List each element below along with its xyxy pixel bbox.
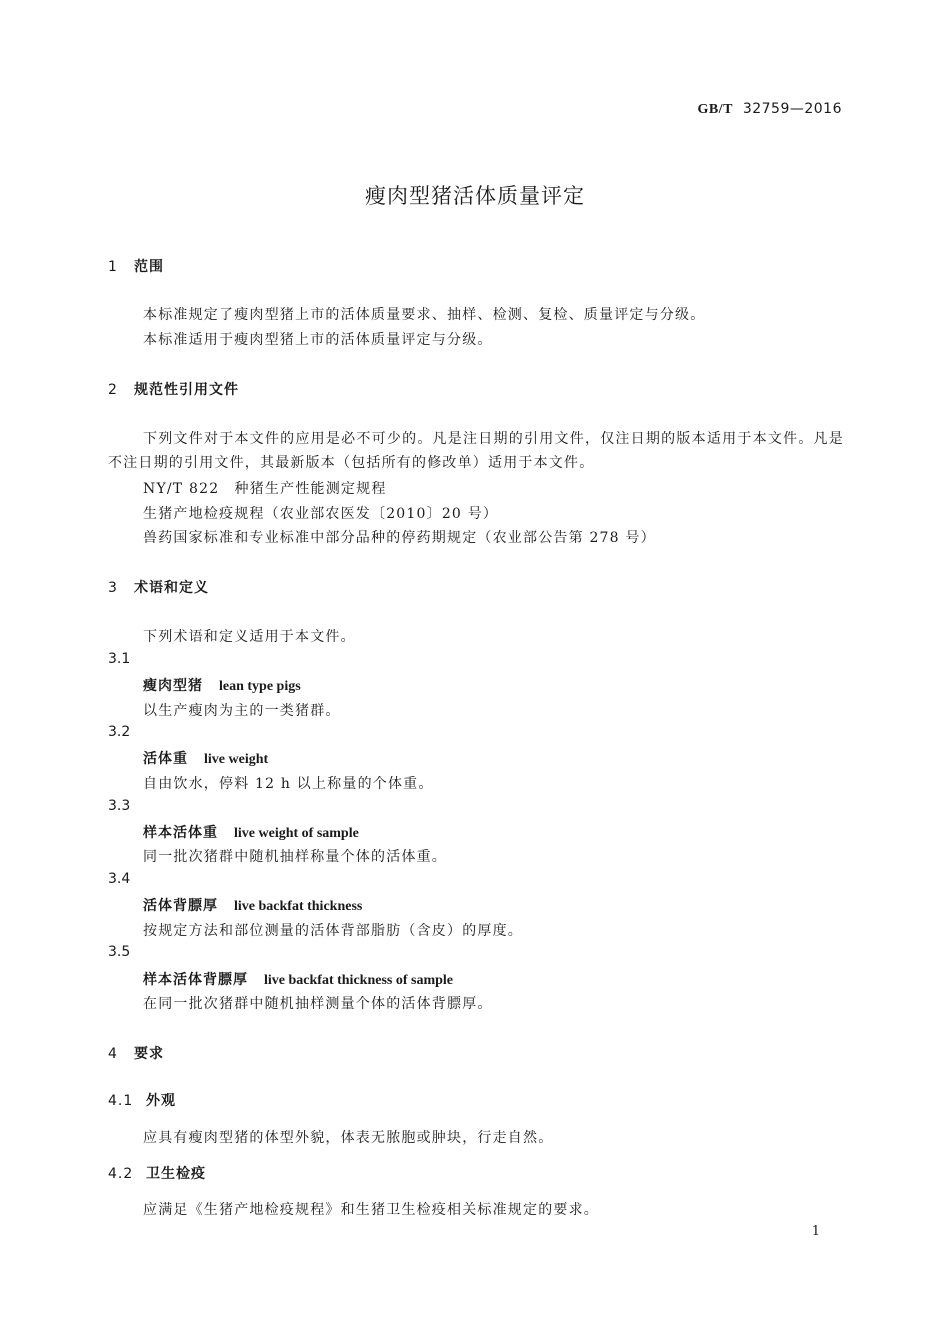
term-heading	[143, 748, 268, 768]
term-heading	[143, 822, 359, 842]
term-zh: 样本活体重	[143, 825, 218, 841]
section-number: 3	[108, 580, 118, 596]
term-number: 3.2	[108, 724, 131, 740]
term-number: 3.3	[108, 798, 131, 814]
section-4-heading	[108, 1043, 164, 1063]
section-3-heading	[108, 577, 209, 597]
reference-item: NY/T 822 种猪生产性能测定规程	[143, 481, 387, 497]
term-number: 3.5	[108, 944, 131, 960]
scope-line-2: 本标准适用于瘦肉型猪上市的活体质量评定与分级。	[143, 332, 493, 348]
term-definition: 同一批次猪群中随机抽样称量个体的活体重。	[143, 849, 447, 865]
term-zh: 瘦肉型猪	[143, 678, 203, 694]
term-definition: 以生产瘦肉为主的一类猪群。	[143, 703, 341, 719]
section-1-heading	[108, 256, 164, 276]
term-en: live backfat thickness of sample	[264, 973, 453, 988]
page-number: 1	[811, 1224, 820, 1239]
terms-intro: 下列术语和定义适用于本文件。	[143, 629, 356, 645]
term-zh: 样本活体背膘厚	[143, 972, 248, 988]
term-zh: 活体背膘厚	[143, 898, 218, 914]
subsection-title: 卫生检疫	[146, 1166, 206, 1182]
document-title: 瘦肉型猪活体质量评定	[365, 184, 585, 208]
subsection-title: 外观	[146, 1093, 176, 1109]
normative-references-intro: 下列文件对于本文件的应用是必不可少的。凡是注日期的引用文件，仅注日期的版本适用于本文件。凡是不注日期的引用文件，其最新版本（包括所有的修改单）适用于本文件。	[108, 431, 844, 471]
hygiene-requirement: 应满足《生猪产地检疫规程》和生猪卫生检疫相关标准规定的要求。	[143, 1202, 599, 1218]
standard-prefix: GB/T	[697, 102, 733, 117]
term-en: live weight	[204, 752, 269, 767]
section-number: 1	[108, 259, 118, 275]
term-heading	[143, 969, 453, 989]
term-number: 3.1	[108, 651, 131, 667]
section-number: 4	[108, 1046, 118, 1062]
scope-line-1: 本标准规定了瘦肉型猪上市的活体质量要求、抽样、检测、复检、质量评定与分级。	[143, 307, 706, 323]
section-title: 术语和定义	[134, 580, 209, 596]
standard-number	[697, 101, 842, 118]
subsection-4-1-heading	[108, 1090, 176, 1110]
term-en: lean type pigs	[219, 679, 301, 694]
section-2-heading	[108, 379, 239, 399]
term-definition: 在同一批次猪群中随机抽样测量个体的活体背膘厚。	[143, 996, 493, 1012]
standard-code: 32759—2016	[742, 101, 842, 117]
term-heading	[143, 675, 301, 695]
section-number: 2	[108, 382, 118, 398]
term-number: 3.4	[108, 871, 131, 887]
section-title: 规范性引用文件	[134, 382, 239, 398]
term-zh: 活体重	[143, 751, 188, 767]
appearance-requirement: 应具有瘦肉型猪的体型外貌，体表无脓胞或肿块，行走自然。	[143, 1130, 554, 1146]
term-en: live backfat thickness	[234, 899, 363, 914]
reference-item: 兽药国家标准和专业标准中部分品种的停药期规定（农业部公告第 278 号）	[143, 530, 656, 546]
section-title: 要求	[134, 1046, 164, 1062]
term-definition: 自由饮水，停料 12 h 以上称量的个体重。	[143, 776, 434, 792]
subsection-number: 4.2	[108, 1166, 134, 1182]
term-en: live weight of sample	[234, 826, 359, 841]
subsection-4-2-heading	[108, 1163, 206, 1183]
reference-item: 生猪产地检疫规程（农业部农医发〔2010〕20 号）	[143, 506, 499, 522]
subsection-number: 4.1	[108, 1093, 134, 1109]
term-heading	[143, 895, 362, 915]
section-title: 范围	[134, 259, 164, 275]
term-definition: 按规定方法和部位测量的活体背部脂肪（含皮）的厚度。	[143, 923, 523, 939]
